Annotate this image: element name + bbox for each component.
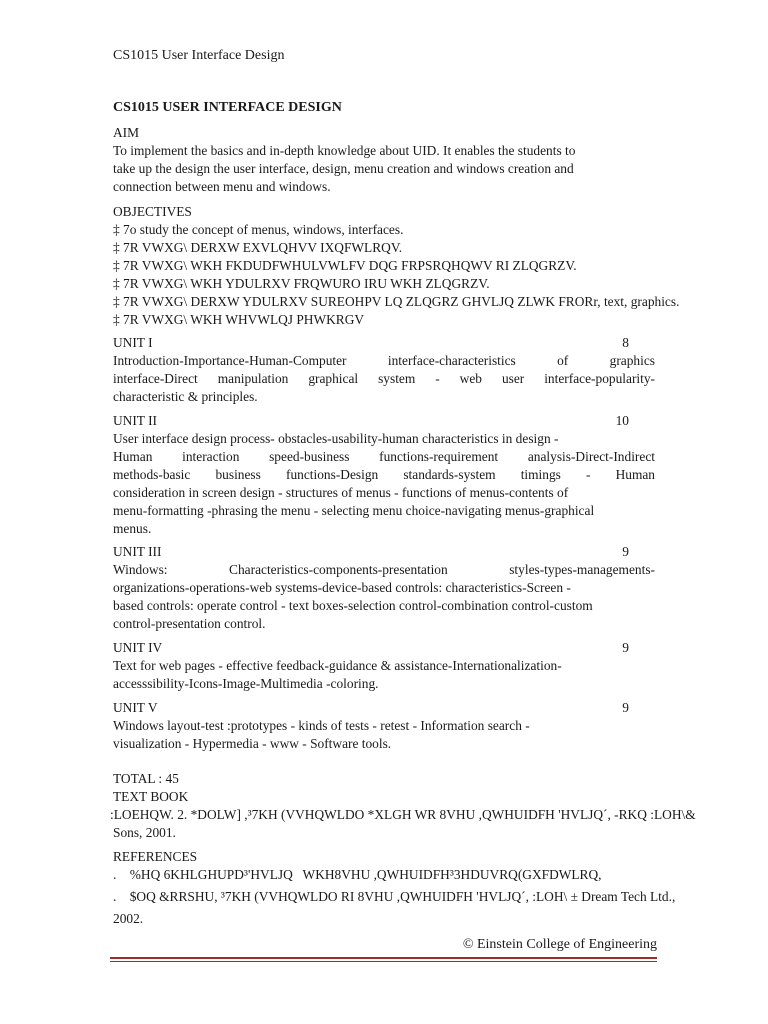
total-section: [113, 770, 658, 806]
references-label: REFERENCES: [113, 849, 198, 864]
reference-entry: . $OQ &RRSHU, ³7KH (VVHQWLDO RI 8VHU ,QWHUIDFH 'HVLJQ´, :LOH\ ± Dream Tech Ltd.,: [113, 889, 676, 904]
unit-content: [113, 717, 658, 753]
unit-line: characteristic & principles.: [113, 389, 258, 404]
page-header: CS1015 User Interface Design: [113, 48, 285, 63]
unit-line: Introduction-Importance-Human-Computer interface-characteristics of graphics: [113, 353, 655, 368]
objective-item: ‡ 7R VWXG\ WKH WHVWLQJ PHWKRGV: [113, 312, 365, 327]
reference-entry: 2002.: [113, 911, 144, 926]
unit-line: organizations-operations-web systems-device-based controls: characteristics-Screen -: [113, 580, 571, 595]
unit-line: methods-basic business functions-Design standards-system timings - Human: [113, 467, 655, 482]
unit-heading: [113, 639, 629, 657]
unit-line: Human interaction speed-business functions-requirement analysis-Direct-Indirect: [113, 449, 655, 464]
unit-content: [113, 657, 658, 693]
course-title: CS1015 USER INTERFACE DESIGN: [113, 100, 342, 115]
references-section: [113, 848, 763, 928]
aim-label: AIM: [113, 125, 140, 140]
unit-content: [113, 561, 655, 633]
unit-hours: 8: [622, 335, 629, 350]
unit-content: [113, 352, 655, 406]
unit-name: UNIT III: [113, 544, 162, 559]
objective-item: ‡ 7R VWXG\ WKH FKDUDFWHULVWLFV DQG FRPSRQHQWV RI ZLQGRZV.: [113, 258, 577, 273]
objectives-section: [113, 203, 680, 329]
unit-line: menu-formatting -phrasing the menu - selecting menu choice-navigating menus-graphical: [113, 503, 595, 518]
unit-name: UNIT IV: [113, 640, 163, 655]
footer-credit: © Einstein College of Engineering: [462, 937, 657, 952]
unit-hours: 9: [622, 700, 629, 715]
unit-content: [113, 430, 655, 538]
unit-heading: [113, 334, 629, 352]
aim-line: connection between menu and windows.: [113, 179, 331, 194]
unit-line: based controls: operate control - text boxes-selection control-combination control-custom: [113, 598, 593, 613]
objective-item: ‡ 7R VWXG\ WKH YDULRXV FRQWURO IRU WKH ZLQGRZV.: [113, 276, 490, 291]
unit-line: Text for web pages - effective feedback-guidance & assistance-Internationalization-: [113, 658, 562, 673]
unit-line: interface-Direct manipulation graphical system - web user interface-popularity-: [113, 371, 655, 386]
textbook-entry: :LOEHQW. 2. *DOLW] ,³7KH (VVHQWLDO *XLGH WR 8VHU ,QWHUIDFH 'HVLJQ´, -RKQ :LOH\&: [110, 807, 696, 822]
unit-line: control-presentation control.: [113, 616, 266, 631]
unit-line: User interface design process- obstacles-usability-human characteristics in design -: [113, 431, 559, 446]
textbook-entry: Sons, 2001.: [113, 825, 176, 840]
unit-section: [113, 543, 658, 633]
unit-line: accesssibility-Icons-Image-Multimedia -coloring.: [113, 676, 379, 691]
aim-section: [113, 124, 658, 196]
aim-line: To implement the basics and in-depth knowledge about UID. It enables the students to: [113, 143, 576, 158]
unit-line: visualization - Hypermedia - www - Software tools.: [113, 736, 392, 751]
objective-item: ‡ 7R VWXG\ DERXW EXVLQHVV IXQFWLRQV.: [113, 240, 403, 255]
unit-heading: [113, 699, 629, 717]
objective-item: ‡ 7R VWXG\ DERXW YDULRXV SUREOHPV LQ ZLQGRZ GHVLJQ ZLWK FRORr, text, graphics.: [113, 294, 680, 309]
footer-rule: [110, 961, 657, 962]
unit-name: UNIT V: [113, 700, 158, 715]
unit-hours: 10: [615, 413, 629, 428]
unit-hours: 9: [622, 544, 629, 559]
unit-name: UNIT I: [113, 335, 153, 350]
unit-heading: [113, 543, 629, 561]
unit-heading: [113, 412, 629, 430]
unit-hours: 9: [622, 640, 629, 655]
textbook-label: TEXT BOOK: [113, 789, 189, 804]
unit-line: Windows: Characteristics-components-presentation styles-types-managements-: [113, 562, 655, 577]
aim-line: take up the design the user interface, design, menu creation and windows creation and: [113, 161, 574, 176]
unit-name: UNIT II: [113, 413, 158, 428]
unit-section: [113, 639, 658, 693]
unit-line: menus.: [113, 521, 152, 536]
unit-section: [113, 334, 658, 406]
unit-line: Windows layout-test :prototypes - kinds of tests - retest - Information search -: [113, 718, 530, 733]
unit-line: consideration in screen design - structures of menus - functions of menus-contents of: [113, 485, 569, 500]
total-hours: TOTAL : 45: [113, 771, 179, 786]
unit-section: [113, 699, 658, 753]
textbook-section: [110, 806, 768, 842]
footer-rule: [110, 957, 657, 959]
unit-section: [113, 412, 658, 538]
reference-entry: . %HQ 6KHLGHUPD³'HVLJQ WKH8VHU ,QWHUIDFH³3HDUVRQ(GXFDWLRQ,: [113, 867, 602, 882]
objective-item: ‡ 7o study the concept of menus, windows, interfaces.: [113, 222, 404, 237]
objectives-label: OBJECTIVES: [113, 204, 192, 219]
